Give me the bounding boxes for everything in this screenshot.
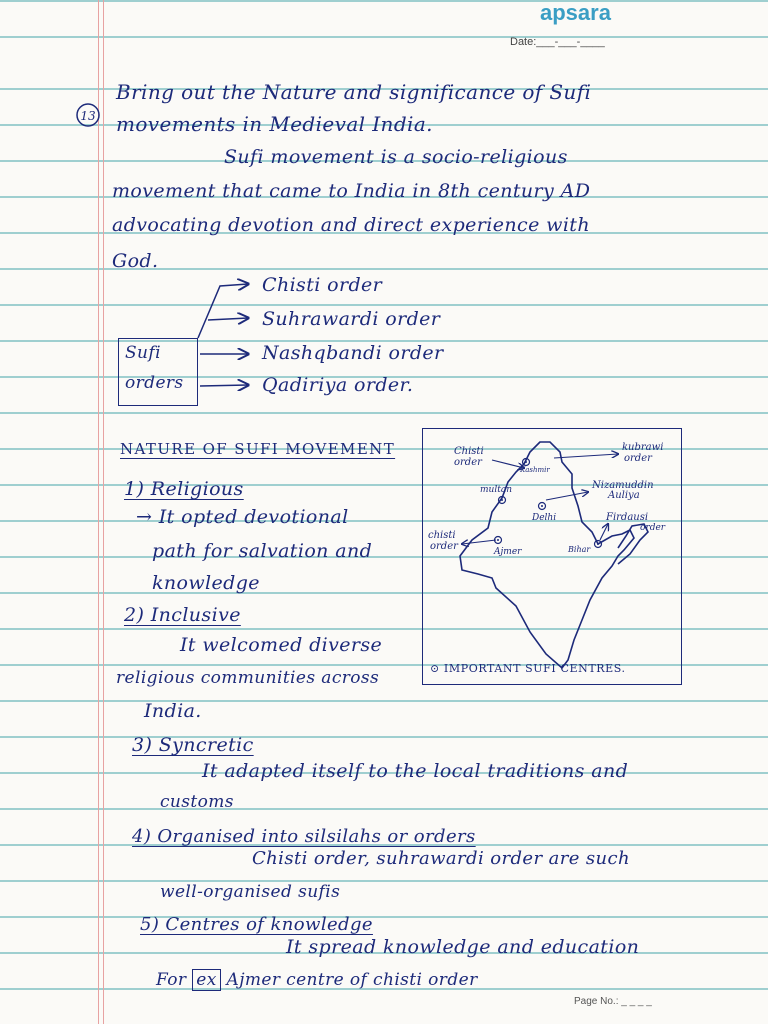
point-5-text: Ajmer centre of chisti order: [226, 970, 478, 990]
point-1-title: 1) Religious: [124, 478, 244, 500]
intro-line-2: movement that came to India in 8th century AD: [112, 180, 591, 202]
label-chisti-left-1: chisti: [428, 530, 456, 541]
point-4-line-2: well-organised sufis: [160, 882, 341, 902]
question-number-badge: [74, 100, 104, 130]
label-multan: multan: [480, 485, 512, 495]
nature-heading: NATURE OF SUFI MOVEMENT: [120, 440, 396, 458]
brand-logo: apsara: [540, 0, 611, 25]
question-line-1: Bring out the Nature and significance of Sufi: [116, 80, 592, 104]
point-1-line-3: knowledge: [152, 572, 260, 594]
label-firdausi-1: Firdausi: [606, 512, 649, 523]
point-4-line-1: Chisti order, suhrawardi order are such: [252, 848, 631, 869]
margin-line: [103, 0, 104, 1024]
order-chisti: Chisti order: [262, 274, 383, 296]
intro-line-4: God.: [112, 250, 159, 272]
point-5-line-2: [156, 970, 478, 990]
label-delhi: Delhi: [532, 513, 557, 523]
date-field: Date:___-___-____: [510, 36, 605, 48]
point-3-title: 3) Syncretic: [132, 734, 254, 756]
point-3-line-2: customs: [160, 792, 234, 812]
point-2-line-3: India.: [144, 700, 202, 722]
label-bihar: Bihar: [568, 545, 591, 554]
page-number-field: Page No.: _ _ _ _: [574, 996, 652, 1007]
point-5-ex-box: ex: [192, 969, 220, 991]
point-5-prefix: For: [156, 970, 187, 990]
label-kubrawi-2: order: [624, 453, 652, 464]
orders-arrows: [190, 270, 270, 400]
intro-line-3: advocating devotion and direct experience with: [112, 214, 590, 236]
label-chisti-top-1: Chisti: [454, 446, 484, 457]
point-5-line-1: It spread knowledge and education: [286, 936, 640, 958]
point-2-title: 2) Inclusive: [124, 604, 241, 626]
intro-line-1: Sufi movement is a socio-religious: [224, 146, 568, 168]
margin-line: [98, 0, 99, 1024]
point-2-line-2: religious communities across: [116, 668, 380, 688]
order-qadiriya: Qadiriya order.: [262, 374, 414, 396]
label-kashmir: Kashmir: [520, 466, 550, 474]
sufi-orders-box: [118, 338, 198, 406]
india-map: [422, 428, 680, 683]
point-1-line-1: → It opted devotional: [136, 506, 349, 528]
label-chisti-left-2: order: [430, 541, 458, 552]
sufi-orders-box-line-2: orders: [125, 373, 184, 393]
label-ajmer: Ajmer: [494, 547, 522, 557]
india-outline: [460, 442, 634, 668]
point-5-title: 5) Centres of knowledge: [140, 914, 373, 935]
label-chisti-top-2: order: [454, 457, 482, 468]
label-kubrawi-1: kubrawi: [622, 442, 664, 453]
question-line-2: movements in Medieval India.: [116, 112, 433, 136]
sufi-orders-box-line-1: Sufi: [125, 343, 161, 363]
label-nizamuddin-2: Auliya: [608, 490, 640, 501]
map-legend: ⊙ IMPORTANT SUFI CENTRES.: [430, 662, 626, 675]
label-firdausi-2: order: [640, 523, 666, 533]
point-2-line-1: It welcomed diverse: [180, 634, 383, 656]
point-1-line-2: path for salvation and: [152, 540, 373, 562]
order-nashqbandi: Nashqbandi order: [262, 342, 444, 364]
order-suhrawardi: Suhrawardi order: [262, 308, 441, 330]
point-4-title: 4) Organised into silsilahs or orders: [132, 826, 476, 847]
point-3-line-1: It adapted itself to the local traditions and: [202, 760, 629, 782]
question-number: 13: [80, 109, 96, 123]
label-nizamuddin-1: Nizamuddin: [592, 480, 654, 491]
